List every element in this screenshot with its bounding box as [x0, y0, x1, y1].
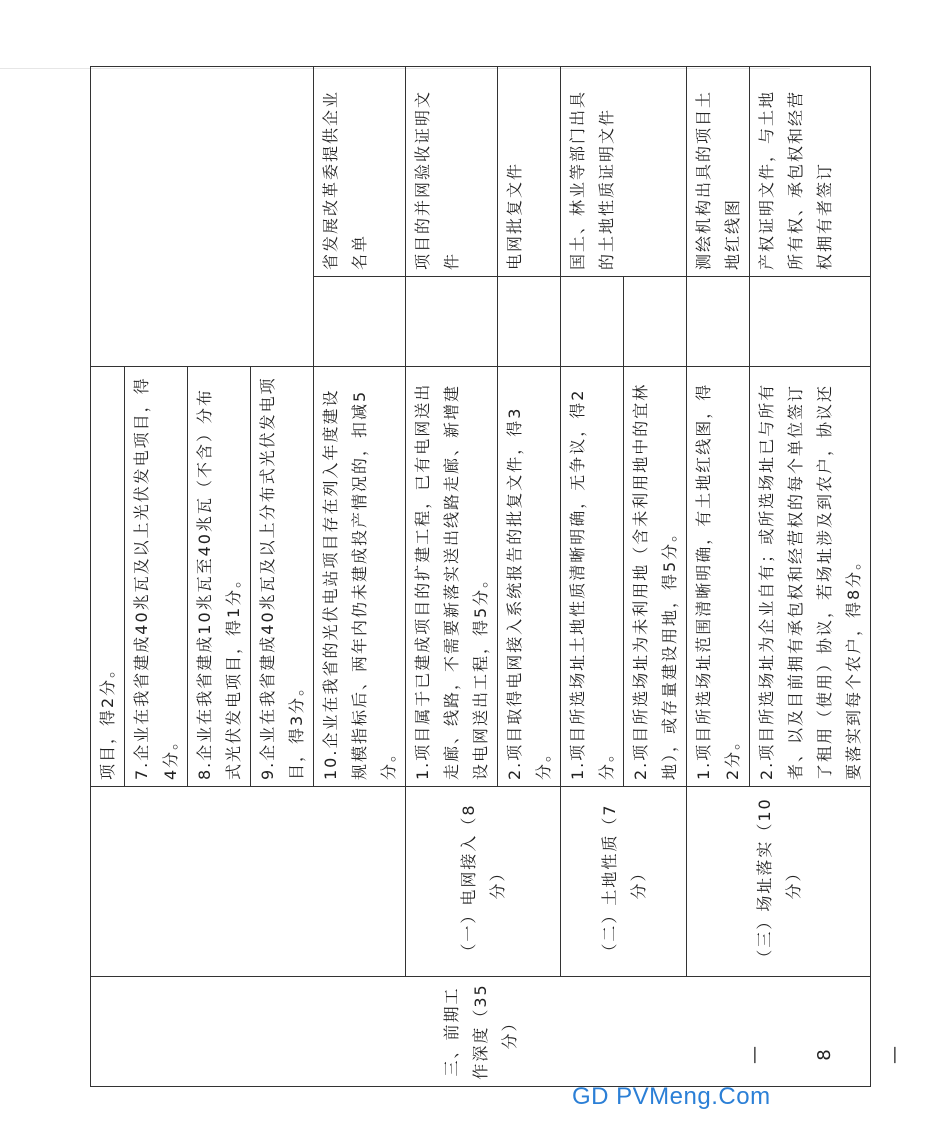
subcategory-label: （三）场址落实（10分）: [754, 797, 803, 966]
score-cell: [314, 277, 406, 367]
score-cell: [624, 277, 687, 367]
category-label: 三、前期工作深度（35分）: [442, 983, 519, 1080]
basis-cell: 国土、林业等部门出具的土地性质证明文件: [561, 67, 687, 277]
score-cell: [561, 277, 624, 367]
subcategory-label: （一）电网接入（8分）: [459, 803, 507, 960]
subcategory-cell-continued: [91, 787, 406, 977]
score-cell: [750, 277, 871, 367]
score-cell: [406, 277, 498, 367]
criteria-cell: 10.企业在我省的光伏电站项目存在列入年度建设规模指标后、两年内仍未建成投产情况的，扣减5分。: [314, 367, 406, 787]
basis-cell: 产权证明文件，与土地所有权、承包权和经营权拥有者签订: [750, 67, 871, 277]
basis-cell: 项目的并网验收证明文件: [406, 67, 498, 277]
criteria-cell: 7.企业在我省建成40兆瓦及以上光伏发电项目，得4分。: [125, 367, 188, 787]
criteria-cell: 2.项目取得电网接入系统报告的批复文件，得3分。: [498, 367, 561, 787]
score-table: [90, 66, 905, 1087]
criteria-cell: 项目，得2分。: [91, 367, 125, 787]
subcategory-cell: [561, 787, 687, 977]
criteria-cell: 9.企业在我省建成40兆瓦及以上分布式光伏发电项目，得3分。: [251, 367, 314, 787]
subcategory-cell: [687, 787, 871, 977]
watermark: GD PVMeng.Com: [572, 1083, 771, 1110]
rotated-score-table: [90, 67, 863, 1087]
criteria-cell: 2.项目所选场址为未利用地（含未利用地中的宜林地），或存量建设用地，得5分。: [624, 367, 687, 787]
criteria-cell: 1.项目所选场址范围清晰明确，有土地红线图，得2分。: [687, 367, 750, 787]
page-number: — 8 —: [744, 1042, 905, 1064]
subcategory-label: （二）土地性质（7分）: [599, 803, 648, 960]
basis-cell: 测绘机构出具的项目土地红线图: [687, 67, 750, 277]
score-cell: [687, 277, 750, 367]
basis-cell: 电网批复文件: [498, 67, 561, 277]
criteria-cell: 1.项目所选场址土地性质清晰明确，无争议，得2分。: [561, 367, 624, 787]
score-cell: [498, 277, 561, 367]
basis-cell: [91, 67, 314, 367]
criteria-cell: 8.企业在我省建成10兆瓦至40兆瓦（不含）分布式光伏发电项目，得1分。: [188, 367, 251, 787]
basis-cell: 省发展改革委提供企业名单: [314, 67, 406, 277]
criteria-cell: 2.项目所选场址为企业自有；或所选场址已与所有者、以及目前拥有承包权和经营权的每个单位签订了租用（使用）协议，若场址涉及到农户，协议还要落实到每个农户，得8分。: [750, 367, 871, 787]
subcategory-cell: [406, 787, 561, 977]
criteria-cell: 1.项目属于已建成项目的扩建工程，已有电网送出走廊、线路，不需要新落实送出线路走廊、新增建设电网送出工程，得5分。: [406, 367, 498, 787]
